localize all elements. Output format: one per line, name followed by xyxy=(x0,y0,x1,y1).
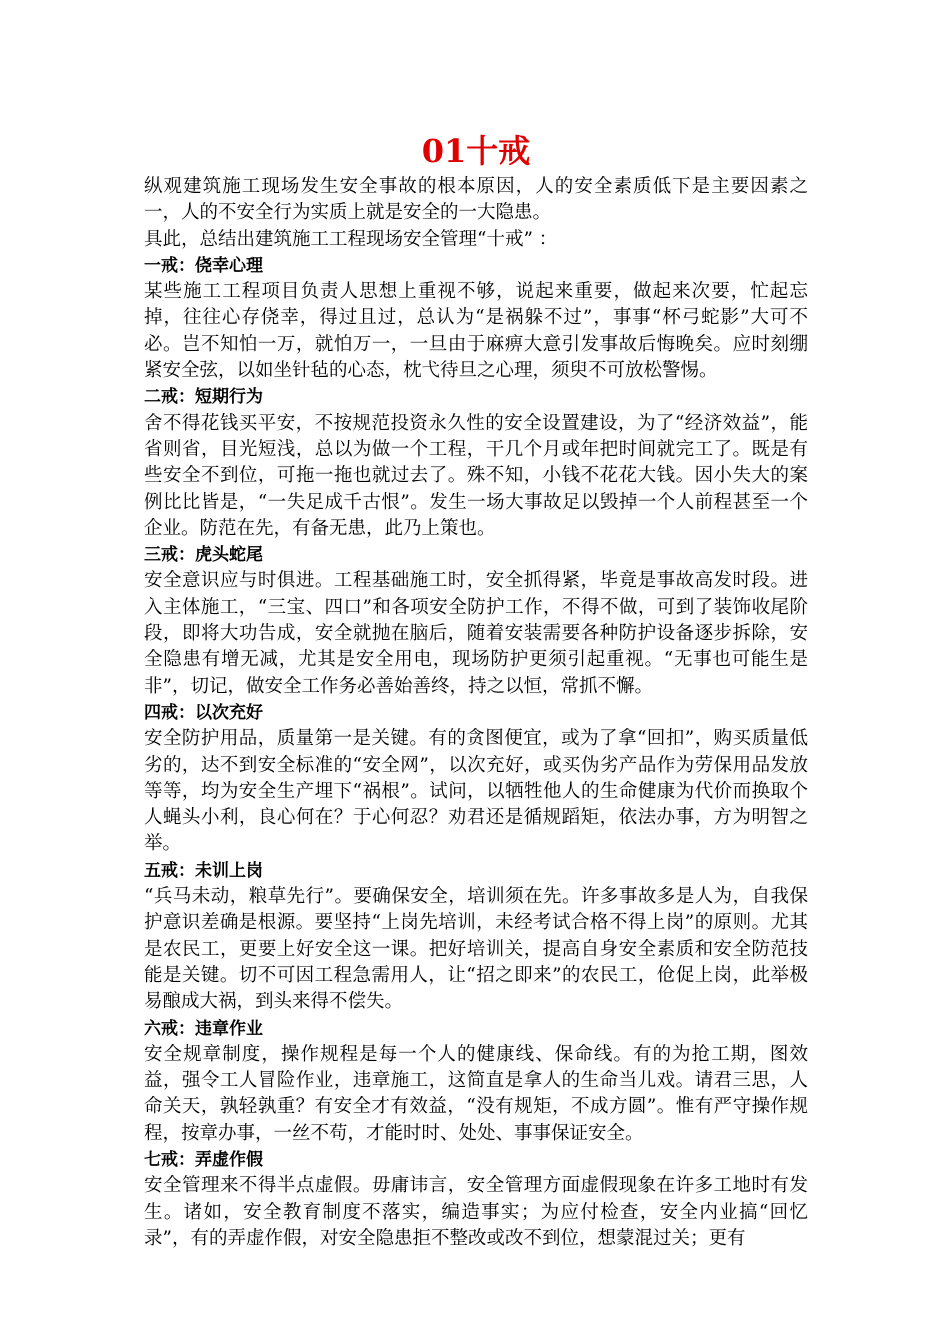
section-heading: 七戒：弄虚作假 xyxy=(144,1149,263,1170)
section-7 xyxy=(144,1147,808,1252)
intro-summary: 具此，总结出建筑施工工程现场安全管理“十戒” ： xyxy=(144,228,558,250)
section-1 xyxy=(144,253,808,384)
section-2 xyxy=(144,384,808,542)
document-title: 01十戒 xyxy=(421,132,531,170)
section-heading: 一戒：侥幸心理 xyxy=(144,255,263,276)
section-body: 安全防护用品，质量第一是关键。有的贪图便宜，或为了拿“回扣”，购买质量低劣的，达不到安全标准的“安全网”，以次充好，或买伪劣产品作为劳保用品发放等等，均为安全生产埋下“祸根”。试问，以牺牲他人的生命健康为代价而换取个人蝇头小利，良心何在？于心何忍？劝君还是循规蹈矩，依法办事，方为明智之举。 xyxy=(144,728,808,855)
section-heading: 四戒：以次充好 xyxy=(144,702,263,723)
section-body: 安全规章制度，操作规程是每一个人的健康线、保命线。有的为抢工期，图效益，强令工人冒险作业，违章施工，这简直是拿人的生命当儿戏。请君三思，人命关天，孰轻孰重？有安全才有效益，“没有规矩，不成方圆”。惟有严守操作规程，按章办事，一丝不苟，才能时时、处处、事事保证安全。 xyxy=(144,1043,808,1144)
section-body: 某些施工工程项目负责人思想上重视不够，说起来重要，做起来次要，忙起忘掉，往往心存侥幸，得过且过，总认为“是祸躲不过”，事事“杯弓蛇影”大可不必。岂不知怕一万，就怕万一，一旦由于麻痹大意引发事故后悔晚矣。应时刻绷紧安全弦，以如坐针毡的心态，枕弋待旦之心理，须臾不可放松警惕。 xyxy=(144,281,808,382)
document-page xyxy=(144,128,808,1252)
section-body: 安全意识应与时俱进。工程基础施工时，安全抓得紧，毕竟是事故高发时段。进入主体施工，“三宝、四口”和各项安全防护工作，不得不做，可到了装饰收尾阶段，即将大功告成，安全就抛在脑后，随着安装需要各种防护设备逐步拆除，安全隐患有增无减，尤其是安全用电，现场防护更须引起重视。“无事也可能生是非”，切记，做安全工作务必善始善终，持之以恒，常抓不懈。 xyxy=(144,570,808,697)
section-heading: 三戒：虎头蛇尾 xyxy=(144,545,263,566)
section-4 xyxy=(144,700,808,858)
section-body: 安全管理来不得半点虚假。毋庸讳言，安全管理方面虚假现象在许多工地时有发生。诸如，安全教育制度不落实，编造事实；为应付检查，安全内业搞“回忆录”，有的弄虚作假，对安全隐患拒不整改或改不到位，想蒙混过关；更有 xyxy=(144,1175,808,1249)
section-5 xyxy=(144,858,808,1016)
section-heading: 六戒：违章作业 xyxy=(144,1018,263,1039)
section-body: 舍不得花钱买平安，不按规范投资永久性的安全设置建设，为了“经济效益”，能省则省，目光短浅，总以为做一个工程，干几个月或年把时间就完工了。既是有些安全不到位，可拖一拖也就过去了。殊不知，小钱不花花大钱。因小失大的案例比比皆是，“一失足成千古恨”。发生一场大事故足以毁掉一个人前程甚至一个企业。防范在先，有备无患，此乃上策也。 xyxy=(144,412,808,539)
section-heading: 五戒：未训上岗 xyxy=(144,860,263,881)
intro-paragraph: 纵观建筑施工现场发生安全事故的根本原因，人的安全素质低下是主要因素之一，人的不安全行为实质上就是安全的一大隐患。 xyxy=(144,176,808,224)
section-3 xyxy=(144,542,808,700)
section-heading: 二戒：短期行为 xyxy=(144,387,263,408)
section-body: “兵马未动，粮草先行”。要确保安全，培训须在先。许多事故多是人为，自我保护意识差确是根源。要坚持“上岗先培训，未经考试合格不得上岗”的原则。尤其是农民工，更要上好安全这一课。把好培训关，提高自身安全素质和安全防范技能是关键。切不可因工程急需用人，让“招之即来”的农民工，伧促上岗，此举极易酿成大祸，到头来得不偿失。 xyxy=(144,886,808,1013)
section-6 xyxy=(144,1016,808,1147)
